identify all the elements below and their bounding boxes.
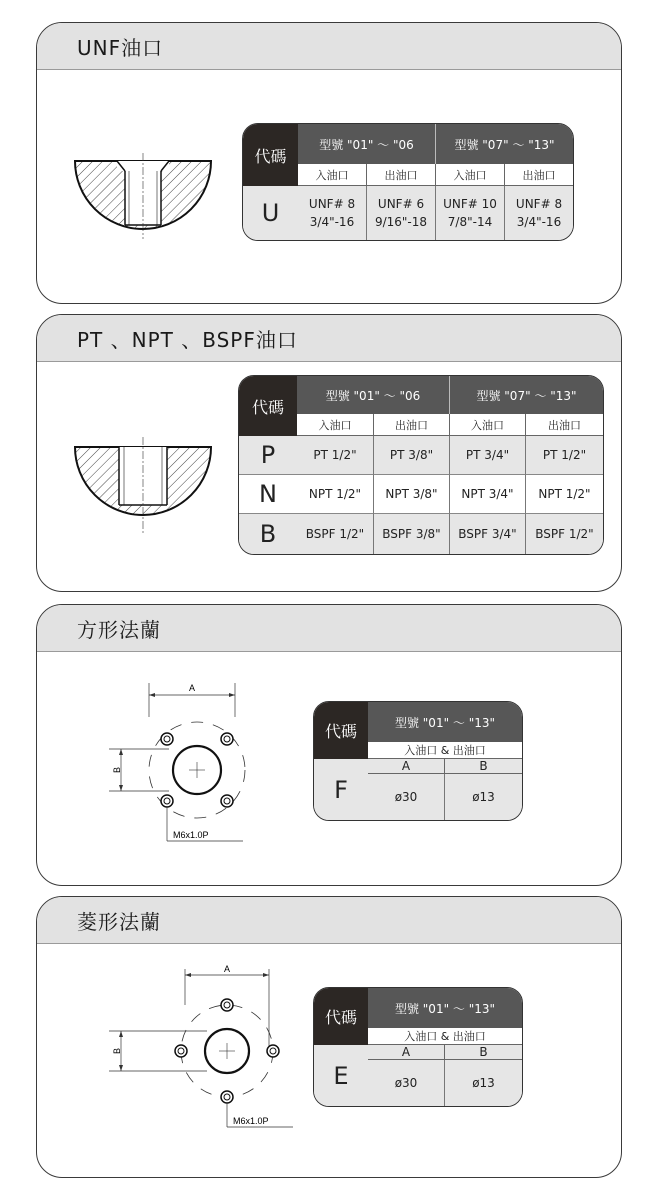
code-header: 代碼 (243, 124, 298, 186)
dim-b-label: B (112, 766, 122, 774)
unf-panel-title: UNF油口 (37, 23, 621, 70)
code-header: 代碼 (239, 376, 297, 436)
col-header-b: B (445, 1045, 522, 1060)
spec-cell: UNF# 8 3/4"-16 (298, 186, 367, 240)
spec-cell: NPT 1/2" (297, 475, 374, 514)
col-header-b: B (445, 759, 522, 774)
model-group-07-13: 型號 "07" ～ "13" (450, 376, 603, 414)
model-group-01-06: 型號 "01" ～ "06 (297, 376, 450, 414)
col-header-a: A (368, 759, 445, 774)
code-value-n: N (239, 475, 297, 514)
square-flange-title: 方形法蘭 (37, 605, 621, 652)
diamond-flange-drawing (93, 965, 293, 1137)
bolt-spec-label: M6x1.0P (233, 1116, 269, 1126)
pt-panel-title: PT 、NPT 、BSPF油口 (37, 315, 621, 362)
spec-cell: NPT 3/4" (450, 475, 526, 514)
code-header: 代碼 (314, 988, 368, 1045)
unf-panel (36, 22, 622, 304)
pt-port-section-drawing (73, 435, 213, 535)
sub-header-outlet: 出油口 (374, 414, 450, 436)
spec-cell: UNF# 6 9/16"-18 (367, 186, 436, 240)
unf-port-section-drawing (73, 141, 213, 241)
spec-cell: ø30 (368, 1060, 445, 1106)
sub-header-inlet: 入油口 (436, 164, 505, 186)
sub-header-inlet-outlet: 入油口 & 出油口 (368, 742, 522, 759)
code-header: 代碼 (314, 702, 368, 759)
spec-cell: NPT 1/2" (526, 475, 603, 514)
code-value-b: B (239, 514, 297, 554)
spec-cell: UNF# 10 7/8"-14 (436, 186, 505, 240)
sub-header-inlet: 入油口 (297, 414, 374, 436)
sub-header-inlet-outlet: 入油口 & 出油口 (368, 1028, 522, 1045)
sub-header-inlet: 入油口 (450, 414, 526, 436)
sub-header-inlet: 入油口 (298, 164, 367, 186)
spec-cell: ø13 (445, 1060, 522, 1106)
spec-cell: UNF# 8 3/4"-16 (505, 186, 573, 240)
model-group-07-13: 型號 "07" ～ "13" (436, 124, 573, 164)
spec-cell: PT 3/8" (374, 436, 450, 475)
square-flange-code-table (313, 701, 523, 821)
bolt-spec-label: M6x1.0P (173, 830, 209, 840)
pt-panel (36, 314, 622, 592)
model-group-01-06: 型號 "01" ～ "06 (298, 124, 436, 164)
spec-cell: BSPF 3/8" (374, 514, 450, 554)
dim-a-label: A (223, 965, 231, 974)
spec-cell: PT 1/2" (297, 436, 374, 475)
col-header-a: A (368, 1045, 445, 1060)
spec-cell: BSPF 1/2" (297, 514, 374, 554)
code-value-e: E (314, 1045, 368, 1106)
sub-header-outlet: 出油口 (526, 414, 603, 436)
model-group-01-13: 型號 "01" ～ "13" (368, 702, 522, 742)
unf-code-table (242, 123, 574, 241)
square-flange-drawing (93, 677, 293, 849)
square-flange-panel (36, 604, 622, 886)
code-value-u: U (243, 186, 298, 240)
spec-cell: NPT 3/8" (374, 475, 450, 514)
spec-cell: BSPF 1/2" (526, 514, 603, 554)
dim-a-label: A (188, 683, 196, 693)
diamond-flange-code-table (313, 987, 523, 1107)
code-value-p: P (239, 436, 297, 475)
sub-header-outlet: 出油口 (367, 164, 436, 186)
spec-cell: PT 3/4" (450, 436, 526, 475)
spec-cell: ø13 (445, 774, 522, 820)
pt-code-table (238, 375, 604, 555)
spec-cell: PT 1/2" (526, 436, 603, 475)
sub-header-outlet: 出油口 (505, 164, 573, 186)
spec-cell: BSPF 3/4" (450, 514, 526, 554)
dim-b-label: B (112, 1047, 122, 1055)
diamond-flange-panel (36, 896, 622, 1178)
diamond-flange-title: 菱形法蘭 (37, 897, 621, 944)
model-group-01-13: 型號 "01" ～ "13" (368, 988, 522, 1028)
spec-cell: ø30 (368, 774, 445, 820)
code-value-f: F (314, 759, 368, 820)
